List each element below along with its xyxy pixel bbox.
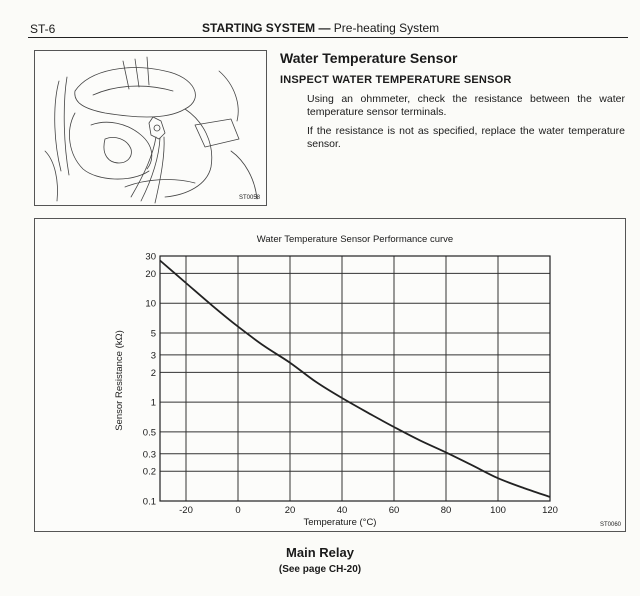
x-tick-label: 0: [235, 505, 241, 516]
x-tick-label: 80: [440, 505, 452, 516]
sub-title: INSPECT WATER TEMPERATURE SENSOR: [280, 74, 512, 86]
plot-border: [160, 256, 550, 501]
y-tick-label: 0.1: [142, 496, 156, 508]
header-rule: [28, 37, 628, 38]
running-header: [202, 21, 439, 35]
main-relay-title: Main Relay: [286, 545, 354, 560]
x-tick-label: 100: [490, 505, 506, 516]
y-tick-label: 1: [150, 397, 156, 409]
y-tick-label: 10: [145, 298, 156, 310]
y-tick-label: 0.5: [142, 427, 156, 439]
y-tick-label: 20: [145, 268, 156, 280]
section-title: Water Temperature Sensor: [280, 50, 458, 66]
y-tick-label: 0.3: [142, 449, 156, 461]
x-tick-label: 60: [388, 505, 400, 516]
instruction-paragraph: If the resistance is not as specified, replace the water temperature sensor.: [307, 125, 625, 150]
y-tick-label: 2: [150, 367, 156, 379]
instruction-paragraph: Using an ohmmeter, check the resistance between the water temperature sensor terminals.: [307, 93, 625, 118]
grid-layer: [160, 256, 550, 501]
chart-title: Water Temperature Sensor Performance curve: [256, 234, 454, 245]
sensor-illustration: [34, 50, 267, 206]
engine-sketch: [35, 51, 266, 205]
x-axis-label: Temperature (°C): [303, 517, 377, 528]
y-tick-label: 5: [150, 328, 156, 340]
figure-code: ST0058: [238, 195, 260, 201]
running-header-subsection: Pre-heating System: [333, 21, 440, 35]
main-relay-reference: (See page CH-20): [278, 564, 362, 575]
performance-chart: [35, 219, 625, 531]
y-tick-label: 3: [150, 350, 156, 362]
y-tick-label: 30: [145, 251, 156, 263]
x-tick-label: 20: [284, 505, 296, 516]
y-tick-label: 0.2: [142, 466, 156, 478]
y-axis-label: Sensor Resistance (kΩ): [114, 330, 125, 431]
chart-frame: [34, 218, 626, 532]
page-number: ST-6: [30, 22, 56, 36]
x-tick-label: 40: [336, 505, 348, 516]
resistance-curve: [160, 261, 550, 497]
chart-figure-code: ST0060: [599, 522, 621, 528]
x-tick-label: -20: [179, 505, 193, 516]
running-header-section: STARTING SYSTEM —: [202, 21, 331, 35]
x-tick-label: 120: [542, 505, 558, 516]
